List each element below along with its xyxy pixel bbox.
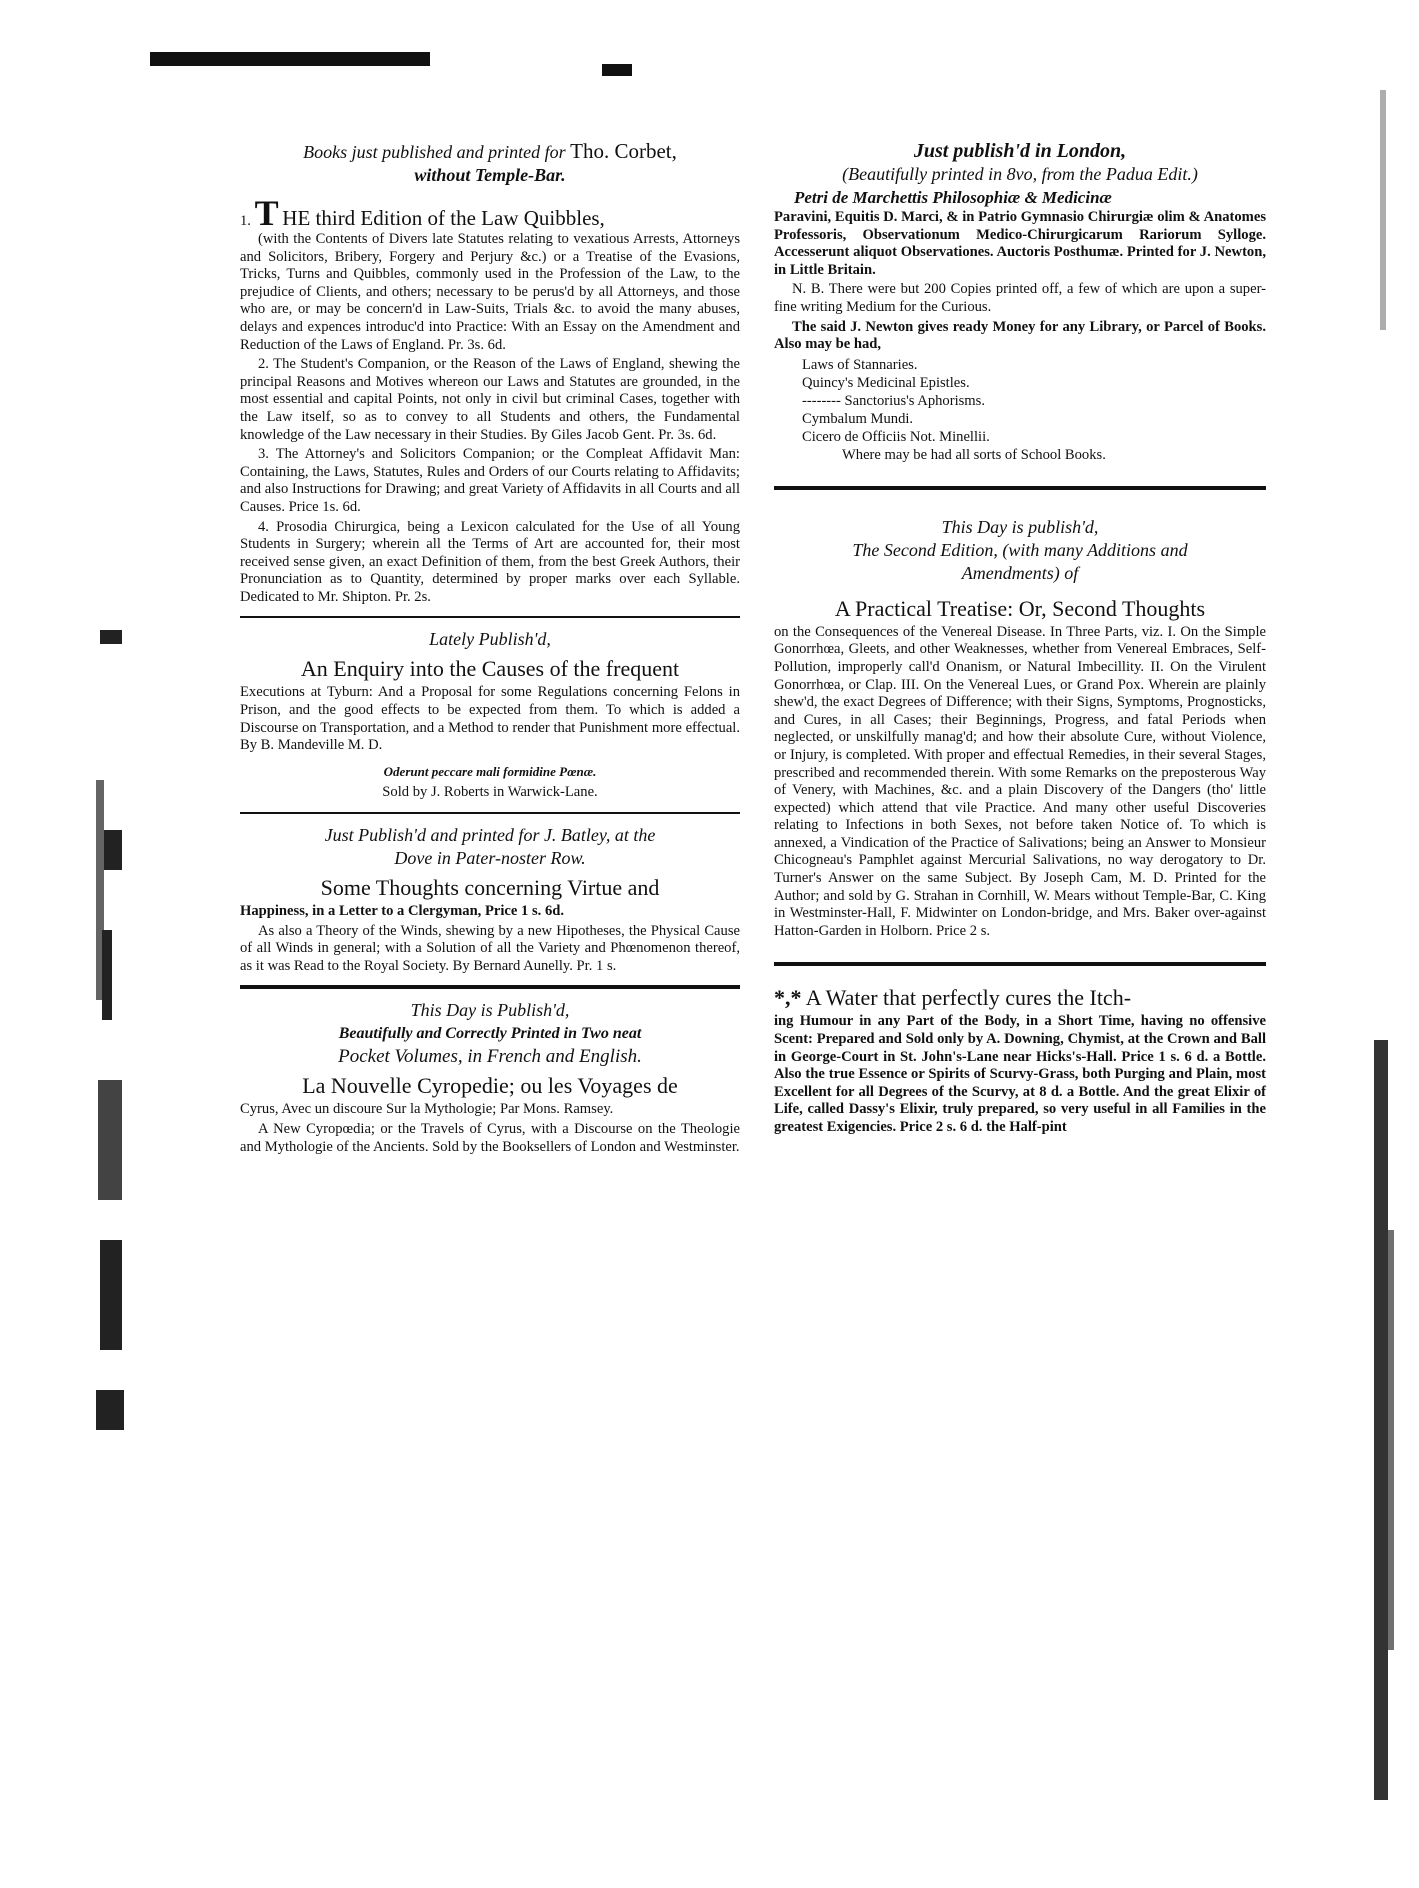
ad-practical-treatise [774,516,1266,941]
ad-note: N. B. There were but 200 Copies printed off, a few of which are upon a super-fine writing Medium for the Curious. [774,281,1266,315]
ad-header: Just Publish'd and printed for J. Batley, at the [324,825,656,846]
list-item: Laws of Stannaries. [802,356,918,373]
list-item: Cymbalum Mundi. [802,410,914,427]
list-item: Cicero de Officiis Not. Minellii. [802,428,990,445]
ad-body: ing Humour in any Part of the Body, in a Short Time, having no offensive Scent: Prepared and Sold only by A. Downing, Chymist, at the Crown and Ball in George-Court in St. John's-Lane near Hicks's-Hall. Price 1 s. 6 d. a Bottle. Also the true Essence or Spirits of Scurvy-Grass, both Purging and Plain, most Excellent for all Degrees of the Scurvy, at 8 d. a Bottle. And the great Elixir of Life, called Dassy's Elixir, truly prepared, so very useful in all Families in the greatest Exigencies. Price 2 s. 6 d. the Half-pint [774,1013,1266,1135]
divider [240,812,740,814]
item-body: (with the Contents of Divers late Statutes relating to vexatious Arrests, Attorneys and Solicitors, Bribery, Forgery and Perjury &c.) or a Treatise of the Evasions, Tricks, Turns and Quibbles, commonly used in the Profession of the Law, to the prejudice of Clients, and others; necessary to be perus'd by all Attorneys, and those who are, or may be concern'd in Law-Suits, Trials &c. to avoid the many abuses, delays and expences introduc'd into Practice: With an Essay on the Amendment and Reduction of the Laws of England. Pr. 3s. 6d. [240,231,740,353]
ad-header: Just publish'd in London, [913,140,1127,162]
list-item: -------- Sanctorius's Aphorisms. [802,392,985,409]
item-body: 3. The Attorney's and Solicitors Companion; or the Compleat Affidavit Man: Containing, the Laws, Statutes, Rules and Orders of our Courts relating to Affidavits; and also Instructions for Drawing; and great Variety of Affidavits in all Courts and all Causes. Price 1s. 6d. [240,446,740,515]
ad-body: As also a Theory of the Winds, shewing by a new Hipotheses, the Physical Cause of all Winds in general; with a Solution of all the Variety and Phœnomenon thereof, as it was Read to the Royal Society. By Bernard Aunelly. Pr. 1 s. [240,922,740,974]
ad-subheader: Dove in Pater-noster Row. [394,848,586,869]
ad-corbet [240,140,740,606]
ad-header: Books just published and printed for [303,142,566,162]
scan-right-edge-noise [1340,80,1419,1780]
ad-title: Some Thoughts concerning Virtue and [320,875,660,901]
left-column [240,140,740,1158]
ad-subheader: Pocket Volumes, in French and English. [338,1046,642,1068]
ad-body: Executions at Tyburn: And a Proposal for some Regulations concerning Felons in Prison, and the good effects to be expected from them. To which is added a Discourse on Transportation, and a Method to render that Punishment more effectual. By B. Mandeville M. D. [240,684,740,754]
ad-mandeville [240,628,740,802]
ad-header: Lately Publish'd, [429,629,551,650]
ad-sold-by: Sold by J. Roberts in Warwick-Lane. [382,784,598,801]
divider [774,486,1266,490]
ad-motto: Oderunt peccare mali formidine Pœnæ. [383,763,597,779]
scan-top-bar [150,52,430,66]
ad-body: Happiness, in a Letter to a Clergyman, Price 1 s. 6d. [240,903,565,920]
list-item: Quincy's Medicinal Epistles. [802,374,970,391]
item-number: 1. [240,213,251,229]
ad-cyropedie [240,999,740,1156]
item-body: 4. Prosodia Chirurgica, being a Lexicon calculated for the Use of all Young Students in Surgery; wherein all the Terms of Art are accounted for, their most received sense given, an exact Definition of them, from the best Greek Authors, their Pronunciation as to Quantity, determined by proper marks over each Syllable. Dedicated to Mr. Shipton. Pr. 2s. [240,518,740,605]
ad-title: A Water that perfectly cures the Itch- [805,985,1132,1011]
ad-header: This Day is Publish'd, [410,1000,570,1021]
ad-title: An Enquiry into the Causes of the frequent [300,656,680,682]
publisher-name: Tho. Corbet, [570,139,677,163]
divider [240,616,740,618]
ad-marchettis [774,140,1266,464]
ad-subheader: Beautifully and Correctly Printed in Two neat [338,1025,642,1043]
list-note: Where may be had all sorts of School Books. [842,446,1106,463]
drop-cap: T [254,193,279,233]
ad-title: Petri de Marchettis Philosophiæ & Medicinæ [794,188,1112,207]
scan-left-edge-noise [0,600,140,1500]
book-list [774,356,1266,464]
ad-title: A Practical Treatise: Or, Second Thoughts [834,595,1206,621]
ad-note: The said J. Newton gives ready Money for any Library, or Parcel of Books. Also may be had, [774,318,1266,353]
ad-header: This Day is publish'd, [941,516,1099,537]
asterism: *,* [774,985,802,1011]
item-body: 2. The Student's Companion, or the Reason of the Laws of England, shewing the principal Reasons and Motives whereon our Laws and Statutes are grounded, in the most essential and capital Points, not only in civil but criminal Cases, together with the Law itself, so as to convey to all Students and others, the Fundamental knowledge of the Law necessary in their Studies. By Giles Jacob Gent. Pr. 3s. 6d. [240,356,740,443]
ad-body: A New Cyropœdia; or the Travels of Cyrus, with a Discourse on the Theologie and Mythologie of the Ancients. Sold by the Booksellers of London and Westminster. [240,1121,740,1155]
scan-top-mark [602,64,632,76]
ad-itch-water [774,984,1266,1136]
divider [240,985,740,989]
ad-body: Cyrus, Avec un discoure Sur la Mythologie; Par Mons. Ramsey. [240,1101,614,1118]
right-column [774,140,1266,1139]
ad-body: on the Consequences of the Venereal Disease. In Three Parts, viz. I. On the Simple Gonorrhœa, Gleets, and other Weaknesses, whether from Venereal Embraces, Self-Pollution, improperly call'd Onanism, or Natural Imbecillity. II. On the Virulent Gonorrhœa, or Clap. III. On the Venereal Lues, or Grand Pox. Wherein are plainly shew'd, the exact Degrees of Difference; with their Signs, Symptoms, Prognosticks, and Cures, in all Cases; their Beginnings, Progress, and fatal Periods when neglected, or unskilfully manag'd; and how their absolute Cure, without Violence, or Injury, is completed. With proper and effectual Remedies, in their several Stages, prescribed and recommended therein. With some Remarks on the preposterous Way of Venery, with Machines, &c. and a plain Discovery of the Dangers (tho' little expected) which attend that vile Practice. And many other useful Discoveries relating to Infections in both Sexes, not before taken Notice of. To which is annexed, a Vindication of the Practice of Salivations; being an Answer to Monsieur Chicogneau's Pamphlet against Mercurial Salivations, no way derogatory to Dr. Turner's Answer on the same Subject. By Joseph Cam, M. D. Printed for the Author; and sold by G. Strahan in Cornhill, W. Mears without Temple-Bar, C. King in Westminster-Hall, F. Midwinter on London-bridge, and Mrs. Baker over-against Hatton-Garden in Holborn. Price 2 s. [774,623,1266,939]
ad-batley [240,824,740,975]
ad-subheader: Amendments) of [961,562,1079,583]
ad-subheader: (Beautifully printed in 8vo, from the Padua Edit.) [842,164,1198,184]
ad-title: La Nouvelle Cyropedie; ou les Voyages de [302,1073,678,1099]
divider [774,962,1266,966]
ad-subheader: The Second Edition, (with many Additions and [852,539,1188,560]
ad-body: Paravini, Equitis D. Marci, & in Patrio Gymnasio Chirurgiæ olim & Anatomes Professoris, Observationum Medico-Chirurgicarum Rariorum Sylloge. Accesserunt aliquot Observationes. Auctoris Posthumæ. Printed for J. Newton, in Little Britain. [774,209,1266,278]
ad-title: HE third Edition of the Law Quibbles, [282,206,605,230]
ad-subheader: without Temple-Bar. [414,165,566,185]
